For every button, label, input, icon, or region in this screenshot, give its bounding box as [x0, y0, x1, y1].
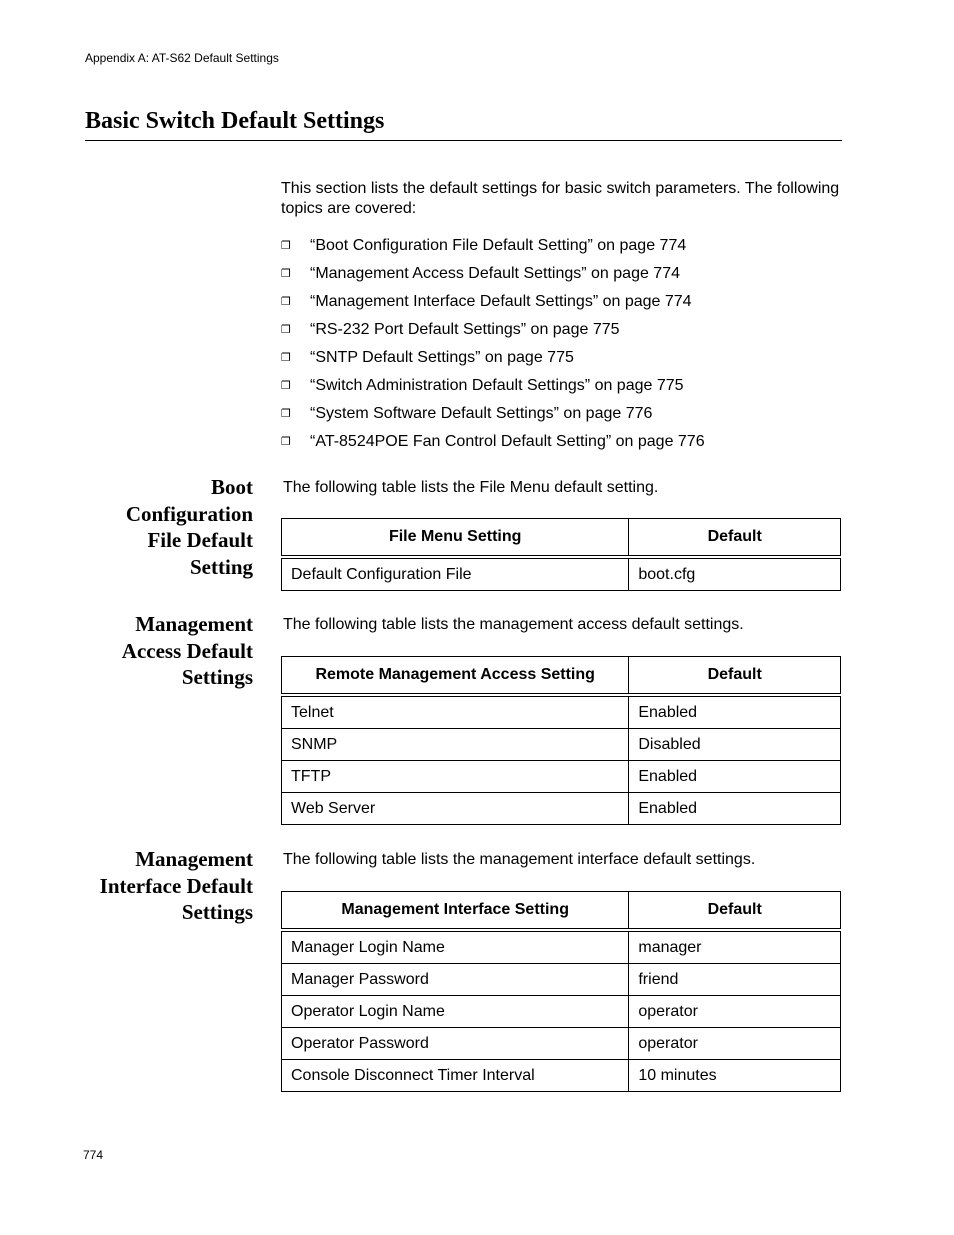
heading-line: Settings: [181, 665, 253, 689]
checkbox-bullet-icon: ❐: [281, 267, 291, 280]
section-heading-boot-configuration: [60, 474, 253, 580]
topic-link[interactable]: “System Software Default Settings” on page 776: [310, 405, 653, 422]
table-cell-default: friend: [629, 964, 841, 996]
topic-link[interactable]: “Management Interface Default Settings” on page 774: [310, 293, 692, 310]
checkbox-bullet-icon: ❐: [281, 351, 291, 364]
topic-link[interactable]: “Management Access Default Settings” on page 774: [310, 265, 680, 282]
title-rule: [85, 140, 842, 141]
topic-link[interactable]: “Boot Configuration File Default Setting” on page 774: [310, 237, 687, 254]
column-header: Management Interface Setting: [282, 892, 629, 931]
table-cell-default: operator: [629, 1028, 841, 1060]
table-cell-setting: Telnet: [282, 695, 629, 729]
checkbox-bullet-icon: ❐: [281, 295, 291, 308]
column-header: Default: [629, 892, 841, 931]
page-title: Basic Switch Default Settings: [85, 108, 385, 134]
table-cell-default: Disabled: [629, 729, 841, 761]
heading-line: Access Default: [121, 638, 253, 663]
table-row: [282, 729, 841, 761]
table-cell-setting: Operator Password: [282, 1028, 629, 1060]
table-file-menu-settings: [281, 518, 841, 591]
table-cell-setting: Manager Password: [282, 964, 629, 996]
table-cell-setting: Operator Login Name: [282, 996, 629, 1028]
list-item: [281, 403, 705, 431]
checkbox-bullet-icon: ❐: [281, 239, 291, 252]
table-cell-default: Enabled: [629, 695, 841, 729]
table-row: [282, 695, 841, 729]
topic-link[interactable]: “SNTP Default Settings” on page 775: [310, 349, 574, 366]
section-heading-management-access: [60, 611, 253, 691]
table-row: [282, 1028, 841, 1060]
list-item: [281, 375, 705, 403]
table-cell-default: operator: [629, 996, 841, 1028]
table-cell-default: boot.cfg: [629, 557, 841, 591]
table-cell-default: Enabled: [629, 761, 841, 793]
section-intro-boot-configuration: The following table lists the File Menu default setting.: [283, 479, 659, 496]
table-row: [282, 793, 841, 825]
table-cell-default: 10 minutes: [629, 1060, 841, 1092]
table-cell-setting: TFTP: [282, 761, 629, 793]
table-cell-setting: Default Configuration File: [282, 557, 629, 591]
heading-line: Setting: [190, 554, 253, 579]
heading-line: Boot: [211, 475, 253, 499]
table-row: [282, 761, 841, 793]
list-item: [281, 347, 705, 375]
topic-link[interactable]: “Switch Administration Default Settings” on page 775: [310, 377, 684, 394]
heading-line: Management: [135, 612, 253, 636]
table-row: [282, 557, 841, 591]
checkbox-bullet-icon: ❐: [281, 379, 291, 392]
column-header: Default: [629, 657, 841, 696]
table-management-interface-settings: [281, 891, 841, 1092]
table-header-row: [282, 519, 841, 558]
checkbox-bullet-icon: ❐: [281, 323, 291, 336]
heading-line: File Default: [147, 528, 253, 552]
column-header: Remote Management Access Setting: [282, 657, 629, 696]
table-row: [282, 964, 841, 996]
table-header-row: [282, 657, 841, 696]
table-cell-setting: Console Disconnect Timer Interval: [282, 1060, 629, 1092]
heading-line: Settings: [181, 900, 253, 924]
section-intro-management-access: The following table lists the management access default settings.: [283, 616, 744, 633]
topic-link[interactable]: “AT-8524POE Fan Control Default Setting” on page 776: [310, 433, 705, 450]
list-item: [281, 291, 705, 319]
column-header: Default: [629, 519, 841, 558]
table-row: [282, 1060, 841, 1092]
list-item: [281, 263, 705, 291]
list-item: [281, 431, 705, 459]
checkbox-bullet-icon: ❐: [281, 407, 291, 420]
table-cell-default: Enabled: [629, 793, 841, 825]
list-item: [281, 319, 705, 347]
intro-paragraph: This section lists the default settings for basic switch parameters. The following topics are covered:: [281, 180, 840, 217]
checkbox-bullet-icon: ❐: [281, 435, 291, 448]
topic-link[interactable]: “RS-232 Port Default Settings” on page 775: [310, 321, 620, 338]
heading-line: Configuration: [125, 501, 253, 526]
table-row: [282, 930, 841, 964]
list-item: [281, 235, 705, 263]
section-intro-management-interface: The following table lists the management interface default settings.: [283, 851, 756, 868]
running-header: Appendix A: AT-S62 Default Settings: [85, 51, 279, 65]
table-cell-setting: Web Server: [282, 793, 629, 825]
table-header-row: [282, 892, 841, 931]
table-cell-setting: SNMP: [282, 729, 629, 761]
topic-list: [281, 235, 705, 459]
heading-line: Interface Default: [99, 873, 253, 898]
table-cell-setting: Manager Login Name: [282, 930, 629, 964]
table-row: [282, 996, 841, 1028]
page-number: 774: [83, 1148, 104, 1162]
column-header: File Menu Setting: [282, 519, 629, 558]
table-management-access-settings: [281, 656, 841, 825]
section-heading-management-interface: [60, 846, 253, 926]
heading-line: Management: [135, 847, 253, 871]
table-cell-default: manager: [629, 930, 841, 964]
